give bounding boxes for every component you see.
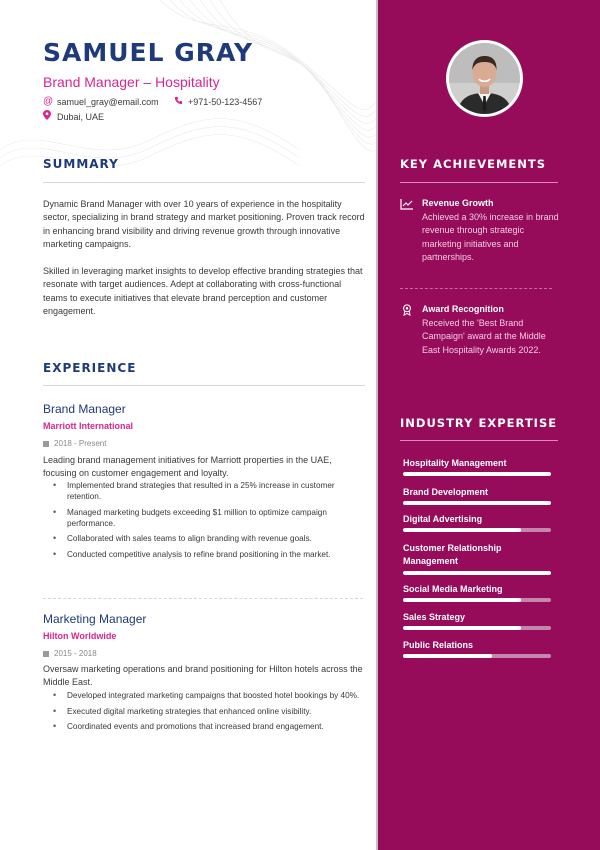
job-bullets [53,690,365,737]
job-role: Brand Manager – Hospitality [43,74,220,90]
contact-location [43,110,104,123]
skill-name: Brand Development [403,487,489,497]
bullet-item: • Implemented brand strategies that resulted in a 25% increase in customer retention. [53,480,365,502]
skill-bar [403,528,551,532]
summary-divider [43,182,365,183]
skill-name: Digital Advertising [403,514,483,524]
achievement-text: Received the 'Best Brand Campaign' award at the Middle East Hospitality Awards 2022. [422,318,546,355]
skill-bar-fill [403,654,492,658]
skill-item [403,457,553,470]
location-text: Dubai, UAE [57,111,105,122]
skill-bar-fill [403,598,521,602]
company-name: Hilton Worldwide [43,631,117,641]
skill-bar-fill [403,626,521,630]
email-text: samuel_gray@email.com [57,96,159,107]
contact-phone[interactable] [174,96,262,108]
job-dates [43,649,97,658]
sidebar [378,0,600,850]
expertise-divider [400,440,558,441]
bullet-item: • Managed marketing budgets exceeding $1 million to optimize campaign performance. [53,507,365,529]
award-medal-icon [400,304,414,316]
skill-name: Hospitality Management [403,458,507,468]
achievement-title: Revenue Growth [422,198,494,208]
summary-paragraph-1: Dynamic Brand Manager with over 10 years of experience in the hospitality sector, specializing in brand strategy and market positioning. Proven track record in enhancing brand visibility and driving revenue growth through innovative marketing campaigns. [43,199,365,250]
skill-bar [403,626,551,630]
achievements-heading: KEY ACHIEVEMENTS [400,157,547,171]
skill-bar [403,654,551,658]
skill-item [403,542,553,567]
skill-item [403,639,553,652]
achievement-item [400,198,570,268]
achievements-divider [400,182,558,183]
bullet-item: • Coordinated events and promotions that increased brand engagement. [53,721,365,732]
person-name: SAMUEL GRAY [43,38,254,67]
job-separator [43,598,363,599]
skill-bar [403,501,551,505]
skill-item [403,583,553,596]
job-dates-text: 2018 - Present [54,439,107,448]
skill-bar [403,571,551,575]
skill-bar-fill [403,571,551,575]
skill-bar [403,472,551,476]
skill-bar-fill [403,472,551,476]
achievement-item [400,304,570,374]
skill-bar [403,598,551,602]
calendar-icon [43,441,49,447]
skill-name: Public Relations [403,640,474,650]
phone-text: +971-50-123-4567 [188,97,263,107]
bullet-item: • Executed digital marketing strategies that enhanced online visibility. [53,706,365,717]
job-description: Leading brand management initiatives for Marriott properties in the UAE, focusing on customer engagement and loyalty. [43,455,332,478]
summary-paragraph-2: Skilled in leveraging market insights to develop effective branding strategies that resonate with target audiences. Adept at collaborating with cross-functional teams to execute initiatives that elevate brand perception and customer engagement. [43,266,363,317]
company-name: Marriott International [43,421,134,431]
skill-name: Sales Strategy [403,612,466,622]
trend-line-icon [400,198,414,210]
skill-item [403,513,553,526]
skill-item [403,611,553,624]
skill-item [403,486,553,499]
job-dates-text: 2015 - 2018 [54,649,97,658]
job-dates [43,439,106,448]
experience-divider [43,385,365,386]
bullet-item: • Conducted competitive analysis to refine brand positioning in the market. [53,549,365,560]
summary-heading: SUMMARY [43,157,119,171]
profile-photo [446,40,523,117]
experience-heading: EXPERIENCE [43,361,137,375]
skill-bar-fill [403,501,551,505]
expertise-heading: INDUSTRY EXPERTISE [400,416,558,430]
achievement-text: Achieved a 30% increase in brand revenue through strategic marketing initiatives and partnerships. [422,212,559,263]
calendar-icon [43,651,49,657]
skill-name: Social Media Marketing [403,584,503,594]
bullet-item: • Developed integrated marketing campaigns that boosted hotel bookings by 40%. [53,690,365,701]
map-pin-icon [43,110,57,123]
contact-email[interactable] [43,96,159,107]
job-bullets [53,480,365,564]
skill-bar-fill [403,528,521,532]
achievement-separator [400,288,552,289]
skill-name: Customer Relationship Management [403,543,502,566]
job-title: Brand Manager [43,402,126,416]
job-title: Marketing Manager [43,612,147,626]
achievement-title: Award Recognition [422,304,504,314]
bullet-item: • Collaborated with sales teams to align branding with revenue goals. [53,533,365,544]
phone-icon [174,96,188,108]
profile-avatar-icon [449,43,520,114]
at-icon: @ [43,96,54,107]
job-description: Oversaw marketing operations and brand positioning for Hilton hotels across the Middle East. [43,664,363,687]
